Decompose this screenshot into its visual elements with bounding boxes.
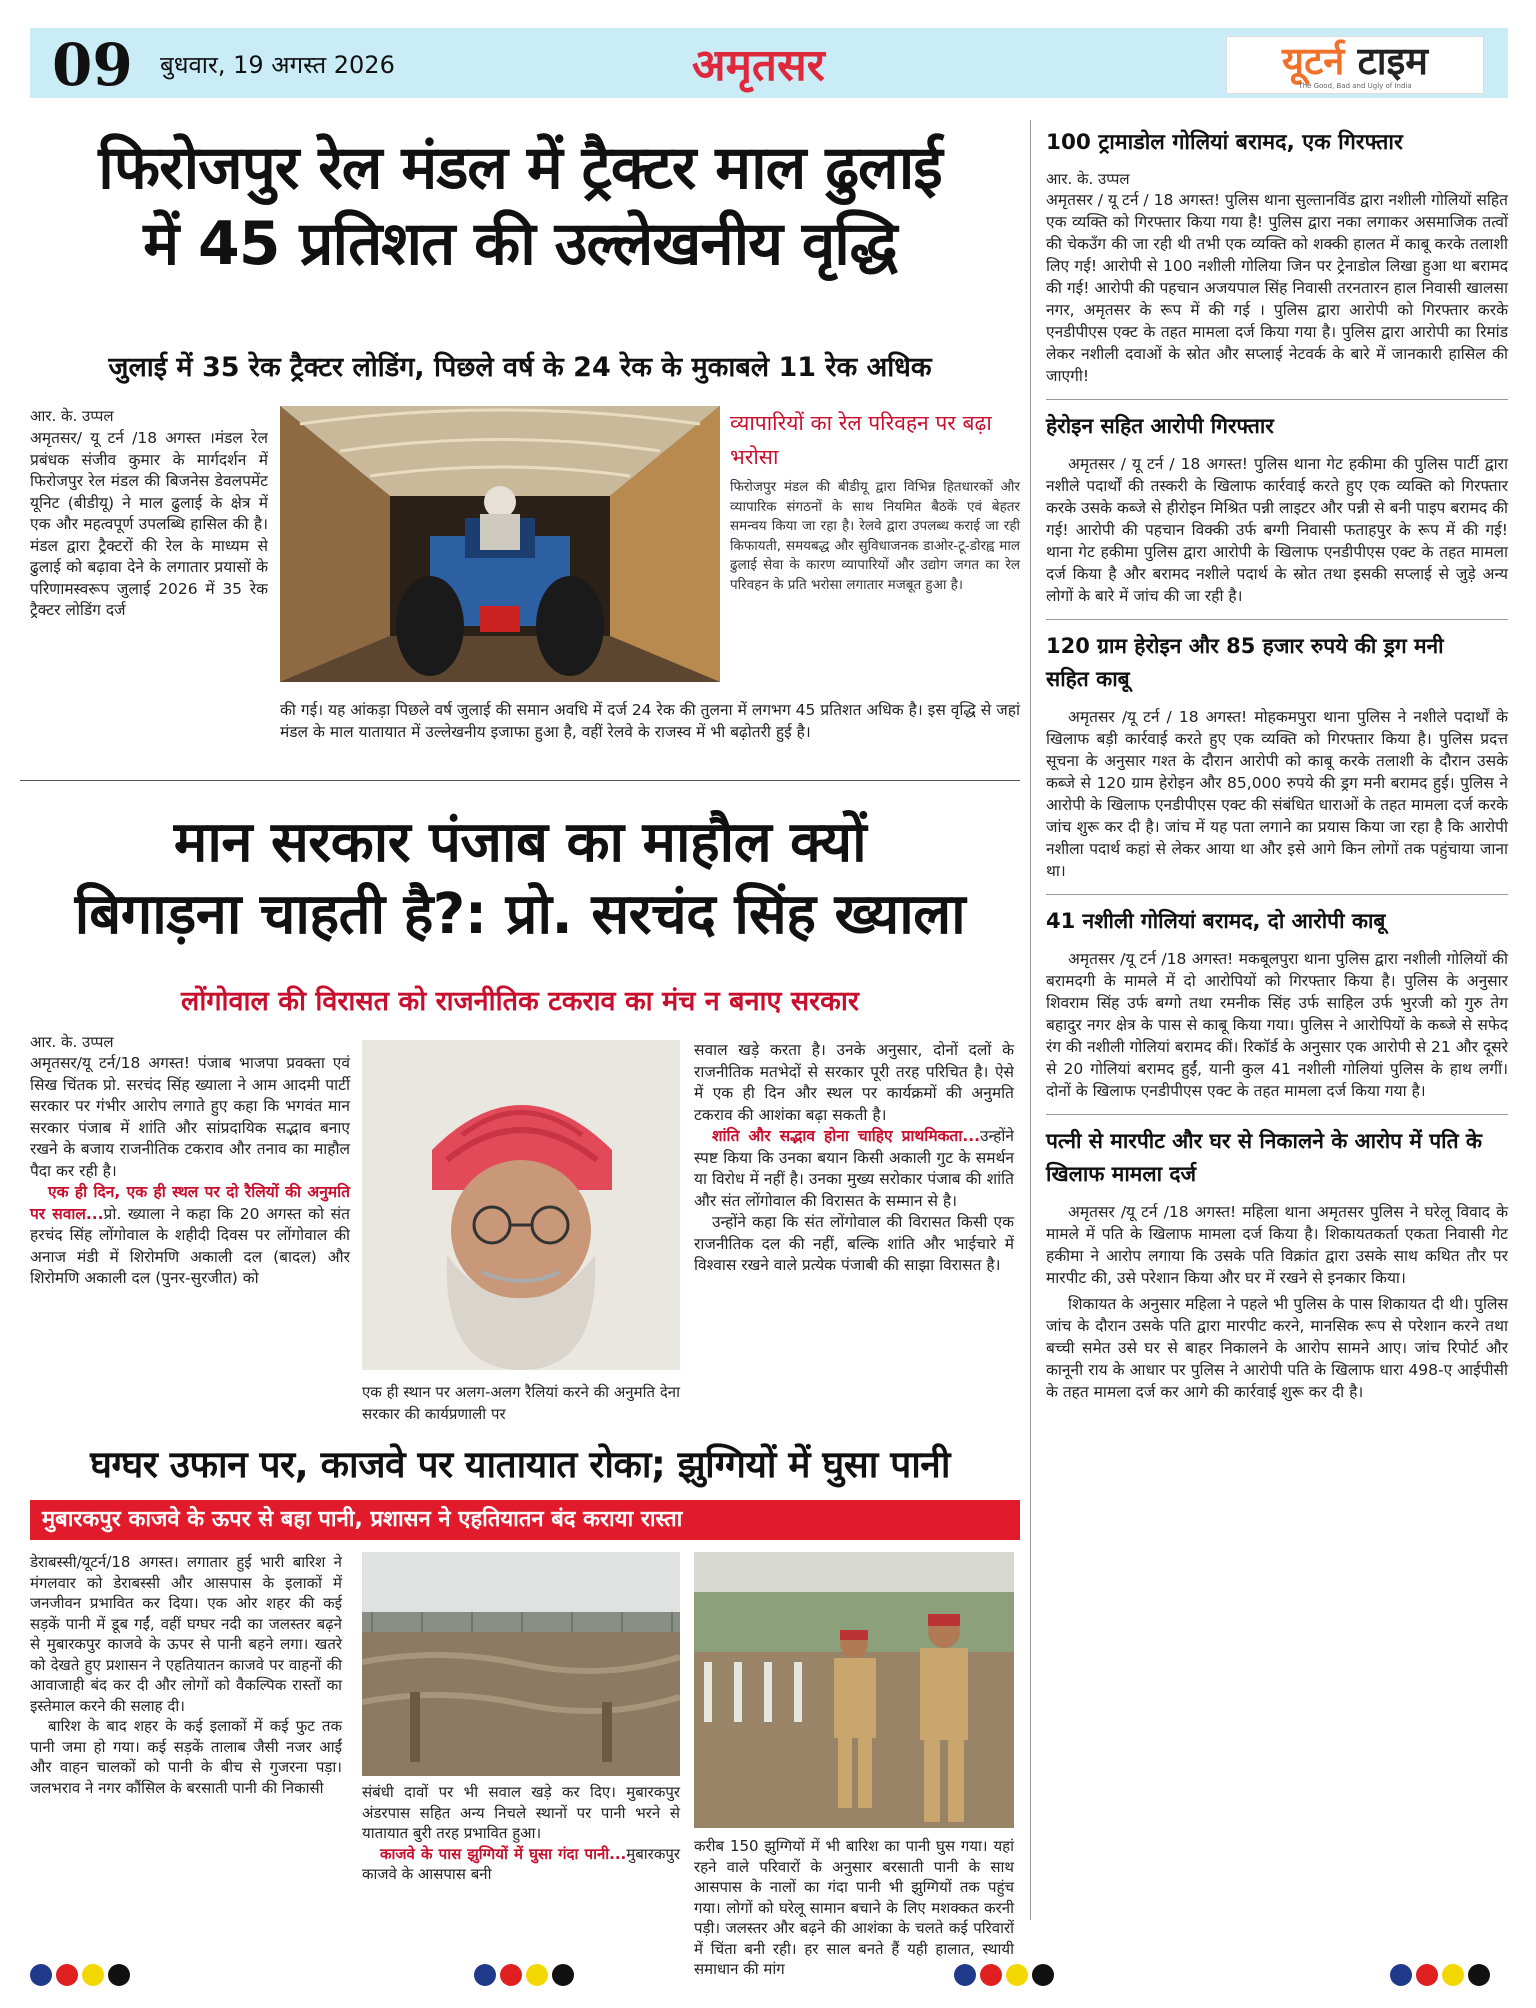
brief-item [1046,126,1508,387]
color-dot-black [108,1964,130,1986]
brief-text-2: शिकायत के अनुसार महिला ने पहले भी पुलिस के पास शिकायत दी थी। पुलिस जांच के दौरान उसके पति द्वारा मारपीट करने, मानसिक रूप से परेशान करने तथा बच्ची समेत उसे घर से बाहर निकालने के आरोप सामने आए। जांच रिपोर्ट और कानूनी राय के आधार पर पुलिस ने आरोपी पति के खिलाफ धारा 498-ए आईपीसी के तहत मामला दर्ज कर आगे की कार्रवाई शुरू कर दी है। [1046,1295,1508,1401]
story1-body-bottom: की गई। यह आंकड़ा पिछले वर्ष जुलाई की समान अवधि में दर्ज 24 रेक की तुलना में लगभग 45 प्रतिशत अधिक है। इस वृद्धि से जहां मंडल के माल यातायात में उल्लेखनीय इजाफा हुआ है, वहीं रेलवे के राजस्व में भी बढ़ोतरी हुई है। [280,701,1020,741]
brief-item [1046,1125,1508,1403]
brief-separator [1046,399,1508,400]
color-dot-black [1468,1964,1490,1986]
color-dot-red [56,1964,78,1986]
logo-word-1: यूटर्न [1282,39,1345,83]
brief-headline: पत्नी से मारपीट और घर से निकालने के आरोप में पति के खिलाफ मामला दर्ज [1046,1129,1483,1186]
story2-headline-line1: मान सरकार पंजाब का माहौल क्यों [173,810,867,875]
police-at-causeway-photo [694,1552,1014,1828]
story3-col3: करीब 150 झुग्गियों में भी बारिश का पानी घुस गया। यहां रहने वाले परिवारों के अनुसार बरसाती पानी के साथ आसपास के नालों का गंदा पानी भी झुग्गियों तक पहुंच गया। लोगों को घरेलू सामान बचाने के लिए मशक्कत करनी पड़ी। जलस्तर और बढ़ने की आशंका के चलते कई परिवारों में चिंता बनी रही। हर साल बनते हैं यही हालात, स्थायी समाधान की मांग [694,1837,1014,1978]
brief-item [1046,410,1508,607]
story1-sidebar-title: व्यापारियों का रेल परिवहन पर बढ़ा भरोसा [730,411,992,469]
story3-col1-para2: बारिश के बाद शहर के कई इलाकों में कई फुट तक पानी जमा हो गया। कई सड़कें तालाब जैसी नजर आईं और वाहन चालकों को पानी के बीच से गुजरना पड़ा। जलभराव ने नगर कौंसिल के बरसाती पानी की निकासी [30,1717,342,1797]
registration-marks-mid2 [954,1964,1058,1990]
color-dot-black [552,1964,574,1986]
portrait-photo [362,1040,680,1370]
city-section-title: अमृतसर [692,40,825,91]
story1-headline-line1: फिरोजपुर रेल मंडल में ट्रैक्टर माल ढुलाई [98,133,942,203]
story3-col1 [30,1552,342,1798]
brief-item [1046,630,1508,882]
brief-text: अमृतसर / यू टर्न / 18 अगस्त! पुलिस थाना गेट हकीमा की पुलिस पार्टी द्वारा नशीले पदार्थों की तस्करी के खिलाफ कार्रवाई करते हुए एक व्यक्ति को गिरफ्तार करके उसके कब्जे से हीरोइन मिश्रित पन्नी लाइटर और पन्नी से बनी पाइप बरामद की गई! आरोपी की पहचान विक्की उर्फ बग्गी निवासी फताहपुर के रूप में की गई! थाना गेट हकीमा पुलिस द्वारा आरोपी के खिलाफ एनडीपीएस एक्ट के तहत मामला दर्ज किया है और बरामद नशीले पदार्थ के स्रोत तथा इसकी सप्लाई से जुड़े अन्य लोगों के बारे में जांच की जा रही है। [1046,455,1508,605]
story1-subhead: जुलाई में 35 रेक ट्रैक्टर लोडिंग, पिछले वर्ष के 24 रेक के मुकाबले 11 रेक अधिक [108,352,932,383]
brief-text: अमृतसर /यू टर्न / 18 अगस्त! मोहकमपुरा थाना पुलिस ने नशीले पदार्थों के खिलाफ बड़ी कार्रवाई करते हुए एक व्यक्ति को गिरफ्तार किया है। पुलिस प्रदत्त सूचना के अनुसार गश्त के दौरान आरोपी को काबू करके तलाशी के दौरान उसके कब्जे से 120 ग्राम हेरोइन और 85,000 रुपये की ड्रग मनी बरामद हुई। पुलिस ने आरोपी के खिलाफ एनडीपीएस एक्ट की संबंधित धाराओं के तहत मामला दर्ज करके जांच शुरू कर दी है। जांच में यह पता लगाने का प्रयास किया जा रहा है कि आरोपी नशीला पदार्थ कहां से लेकर आया था और इसे आगे किन लोगों तक पहुंचाया जाना था। [1046,708,1508,880]
story1-byline: आर. के. उप्पल [30,407,114,425]
registration-marks-mid1 [474,1964,578,1990]
registration-marks-left [30,1964,134,1990]
color-dot-yellow [82,1964,104,1986]
color-dot-yellow [1442,1964,1464,1986]
brief-separator [1046,619,1508,620]
story3-headline: घग्घर उफान पर, काजवे पर यातायात रोका; झुग्गियों में घुसा पानी [90,1443,950,1486]
portrait-photo-caption: एक ही स्थान पर अलग-अलग रैलियां करने की अनुमति देना सरकार की कार्यप्रणाली पर [362,1383,680,1423]
story3-col1-para1: डेराबस्सी/यूटर्न/18 अगस्त। लगातार हुई भारी बारिश ने मंगलवार को डेराबस्सी और आसपास के इलाकों में जनजीवन प्रभावित कर दिया। एक ओर शहर की कई सड़कें पानी में डूब गईं, वहीं घग्घर नदी का जलस्तर बढ़ने से मुबारकपुर काजवे के ऊपर से पानी बहने लगा। खतरे को देखते हुए प्रशासन ने एहतियातन काजवे पर वाहनों की आवाजाही बंद कर दी और लोगों को वैकल्पिक रास्तों का इस्तेमाल करने की सलाह दी। [30,1553,342,1715]
edition-date: बुधवार, 19 अगस्त 2026 [160,51,395,79]
story1-body-col1: अमृतसर/ यू टर्न /18 अगस्त ।मंडल रेल प्रबंधक संजीव कुमार के मार्गदर्शन में फिरोजपुर रेल मंडल की बिजनेस डेवलपमेंट यूनिट (बीडीयू) ने माल ढुलाई के क्षेत्र में एक और महत्वपूर्ण उपलब्धि हासिल की है। मंडल द्वारा ट्रैक्टरों की रेल के माध्यम से ढुलाई को बढ़ावा देने के लगातार प्रयासों के परिणामस्वरूप जुलाई 2026 में 35 रेक ट्रैक्टर लोडिंग दर्ज [30,429,268,619]
color-dot-red [980,1964,1002,1986]
story2-col1 [30,1053,350,1290]
story2-col1-para1: अमृतसर/यू टर्न/18 अगस्त! पंजाब भाजपा प्रवक्ता एवं सिख चिंतक प्रो. सरचंद सिंह ख्याला ने आम आदमी पार्टी सरकार पर गंभीर आरोप लगाते हुए कहा कि भगवंत मान सरकार पंजाब में शांति और सांप्रदायिक सद्भाव बनाए रखने के बजाय राजनीतिक टकराव और तनाव का माहौल पैदा कर रही है। [30,1054,350,1180]
page-number: 09 [52,31,133,99]
brief-text: अमृतसर /यू टर्न /18 अगस्त! मकबूलपुरा थाना पुलिस द्वारा नशीली गोलियों की बरामदगी के मामले में दो आरोपियों को गिरफ्तार किया है। पुलिस के अनुसार शिवराम सिंह उर्फ बग्गो तथा रमनीक सिंह उर्फ साहिल उर्फ भुरजी को गुरु तेग बहादुर नगर क्षेत्र के पास से काबू किया गया। पुलिस ने आरोपियों के कब्जे से सफेद रंग की नशीली गोलियां बरामद कीं। रिकॉर्ड के अनुसार एक आरोपी से 21 और दूसरे से 20 गोलियां बरामद हुईं, यानी कुल 41 नशीली गोलियां पुलिस के हाथ लगीं। दोनों के खिलाफ एनडीपीएस एक्ट के तहत मामला दर्ज किया गया है। [1046,950,1508,1100]
story2-col3-lead: शांति और सद्भाव होना चाहिए प्राथमिकता... [712,1127,981,1145]
story2-col3 [694,1040,1014,1277]
story1-sidebar-text: फिरोजपुर मंडल की बीडीयू द्वारा विभिन्न हितधारकों और व्यापारिक संगठनों के साथ नियमित बैठकें एवं बेहतर समन्वय किया जा रहा है। रेलवे द्वारा उपलब्ध कराई जा रही किफायती, समयबद्ध और सुविधाजनक डाओर-टू-डोरह्व माल ढुलाई सेवा के कारण व्यापारियों और उद्योग जगत का रेल परिवहन के प्रति भरोसा लगातार मजबूत हुआ है। [730,479,1020,593]
brief-separator [1046,894,1508,895]
story2-subhead: लोंगोवाल की विरासत को राजनीतिक टकराव का मंच न बनाए सरकार [181,986,859,1017]
story3-col2 [362,1782,680,1885]
story2-col3-para3: उन्होंने कहा कि संत लोंगोवाल की विरासत किसी एक राजनीतिक दल की नहीं, बल्कि शांति और भाईचारे में विश्वास रखने वाले प्रत्येक पंजाबी की साझा विरासत है। [694,1213,1014,1274]
flooded-bridge-photo [362,1552,680,1776]
logo-tagline: The Good, Bad and Ugly of India [1298,82,1412,90]
story2-col1-para2: प्रो. ख्याला ने कहा कि 20 अगस्त को संत हरचंद सिंह लोंगोवाल के शहीदी दिवस पर लोंगोवाल की अनाज मंडी में शिरोमणि अकाली दल (बादल) और शिरोमणि अकाली दल (पुनर-सुरजीत) को [30,1204,350,1287]
newspaper-logo [1226,36,1484,94]
story3-red-banner: मुबारकपुर काजवे के ऊपर से बहा पानी, प्रशासन ने एहतियातन बंद कराया रास्ता [30,1500,1020,1540]
registration-marks-right [1390,1964,1494,1990]
color-dot-blue [474,1964,496,1986]
story3-col2-lead: काजवे के पास झुग्गियों में घुसा गंदा पानी... [380,1844,627,1863]
color-dot-blue [1390,1964,1412,1986]
logo-word-2: टाइम [1344,39,1428,83]
story2-headline-line2: बिगाड़ना चाहती है?: प्रो. सरचंद सिंह ख्याला [74,882,966,947]
brief-item [1046,905,1508,1102]
color-dot-yellow [526,1964,548,1986]
story1-headline-line2: में 45 प्रतिशत की उल्लेखनीय वृद्धि [143,209,897,279]
brief-headline: 41 नशीली गोलियां बरामद, दो आरोपी काबू [1046,909,1386,933]
color-dot-red [1416,1964,1438,1986]
tractor-in-wagon-photo [280,406,720,682]
color-dot-red [500,1964,522,1986]
brief-text: अमृतसर / यू टर्न / 18 अगस्त! पुलिस थाना सुल्तानविंड द्वारा नशीली गोलियों सहित एक व्यक्ति को गिरफ्तार किया गया है! पुलिस द्वारा नका लगाकर असमाजिक तत्वों की चेकउँग की जा रही थी तभी एक व्यक्ति को शक्की हालत में काबू करके तलाशी लिए गई! आरोपी से 100 नशीली गोलिया जिन पर ट्रेनाडोल लिखा हुआ था बरामद की गई! आरोपी की पहचान अजयपाल सिंह निवासी तरनतारन हाल निवासी खालसा नगर, अमृतसर के रूप में की गई । पुलिस द्वारा आरोपी को गिरफ्तार करके एनडीपीएस एक्ट के तहत मामला दर्ज किया गया है। पुलिस द्वारा आरोपी का रिमांड लेकर नशीली दवाओं के स्रोत और सप्लाई नेटवर्क के बारे में जानकारी हासिल की जाएगी! [1046,191,1508,385]
story-separator [20,780,1020,781]
story2-col3-para2: उन्होंने स्पष्ट किया कि उनका बयान किसी अकाली गुट के समर्थन या विरोध में नहीं है। उनका मुख्य सरोकार पंजाब की शांति और संत लोंगोवाल की विरासत के सम्मान से है। [694,1127,1014,1210]
brief-text: अमृतसर /यू टर्न /18 अगस्त! महिला थाना अमृतसर पुलिस ने घरेलू विवाद के मामले में पति के खिलाफ मामला दर्ज किया है। शिकायतकर्ता एकता निवासी गेट हकीमा ने आरोप लगाया कि उसके पति विक्रांत द्वारा उसके साथ कथित तौर पर मारपीट की, उसे परेशान किया और घर में रखने से इनकार किया। [1046,1203,1508,1287]
story2-col1-lead: एक ही दिन, एक ही स्थल पर दो रैलियों की अनुमति पर सवाल... [30,1183,350,1223]
brief-headline: 100 ट्रामाडोल गोलियां बरामद, एक गिरफ्तार [1046,130,1403,155]
color-dot-yellow [1006,1964,1028,1986]
brief-headline: हेरोइन सहित आरोपी गिरफ्तार [1046,414,1274,438]
column-divider [1030,120,1031,1920]
color-dot-blue [30,1964,52,1986]
story3-col2-para2: मुबारकपुर काजवे के आसपास बनी [362,1844,680,1883]
story2-byline: आर. के. उप्पल [30,1033,114,1051]
story2-col3-para1: सवाल खड़े करता है। उनके अनुसार, दोनों दलों के राजनीतिक मतभेदों से सरकार पूरी तरह परिचित है। ऐसे में एक ही दिन और स्थल पर कार्यक्रमों की अनुमति टकराव की आशंका बढ़ा सकती है। [694,1041,1014,1124]
story3-col2-para1: संबंधी दावों पर भी सवाल खड़े कर दिए। मुबारकपुर अंडरपास सहित अन्य निचले स्थानों पर पानी भरने से यातायात बुरी तरह प्रभावित हुआ। [362,1783,680,1842]
brief-byline: आर. के. उप्पल [1046,170,1130,188]
right-column [1046,126,1508,1403]
color-dot-blue [954,1964,976,1986]
brief-separator [1046,1114,1508,1115]
color-dot-black [1032,1964,1054,1986]
brief-headline: 120 ग्राम हेरोइन और 85 हजार रुपये की ड्रग मनी सहित काबू [1046,634,1444,691]
